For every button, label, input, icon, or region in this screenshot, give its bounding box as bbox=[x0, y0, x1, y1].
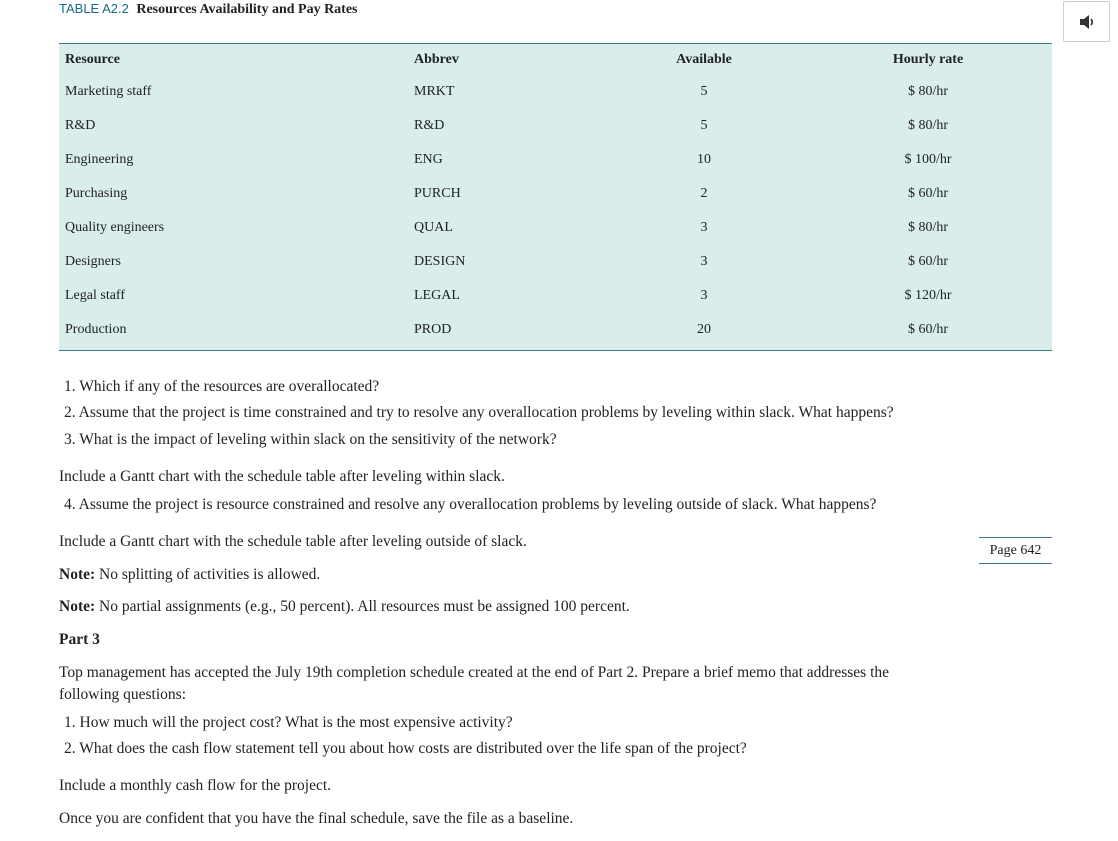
cell-abbrev: QUAL bbox=[414, 220, 453, 235]
speaker-icon bbox=[1078, 14, 1096, 30]
table-header-row bbox=[59, 44, 1052, 75]
note-label: Note: bbox=[59, 566, 96, 583]
cell-abbrev: PURCH bbox=[414, 186, 461, 201]
note-text: No partial assignments (e.g., 50 percent). All resources must be assigned 100 percent. bbox=[95, 598, 630, 615]
table-caption bbox=[59, 1, 358, 18]
cell-hourly-rate: $ 100/hr bbox=[904, 152, 952, 167]
cell-hourly-rate: $ 60/hr bbox=[907, 186, 949, 201]
header-available: Available bbox=[676, 51, 732, 67]
cell-available: 3 bbox=[700, 254, 708, 269]
cell-hourly-rate: $ 80/hr bbox=[907, 84, 949, 99]
question-1: 1. Which if any of the resources are overallocated? bbox=[64, 378, 380, 395]
table-row bbox=[59, 211, 1052, 245]
note-splitting bbox=[59, 566, 320, 584]
cash-flow-instruction: Include a monthly cash flow for the project. bbox=[59, 777, 332, 794]
note-label: Note: bbox=[59, 598, 96, 615]
cell-available: 2 bbox=[700, 186, 708, 201]
baseline-instruction: Once you are confident that you have the final schedule, save the file as a baseline. bbox=[59, 810, 574, 827]
note-partial-assignments bbox=[59, 598, 630, 616]
cell-abbrev: R&D bbox=[414, 118, 445, 133]
table-title: Resources Availability and Pay Rates bbox=[136, 2, 358, 17]
cell-resource: Designers bbox=[65, 254, 121, 269]
cell-resource: Marketing staff bbox=[65, 84, 152, 99]
cell-available: 5 bbox=[700, 118, 708, 133]
cell-hourly-rate: $ 80/hr bbox=[907, 220, 949, 235]
cell-available: 5 bbox=[700, 84, 708, 99]
cell-available: 20 bbox=[697, 322, 711, 337]
cell-hourly-rate: $ 80/hr bbox=[907, 118, 949, 133]
table-row bbox=[59, 143, 1052, 177]
cell-hourly-rate: $ 60/hr bbox=[907, 322, 949, 337]
cell-hourly-rate: $ 120/hr bbox=[904, 288, 952, 303]
question-3: 3. What is the impact of leveling within slack on the sensitivity of the network? bbox=[64, 431, 557, 448]
audio-button[interactable] bbox=[1063, 1, 1110, 42]
question-4: 4. Assume the project is resource constrained and resolve any overallocation problems by leveling outside of slack. What happens? bbox=[64, 496, 877, 513]
table-row bbox=[59, 177, 1052, 211]
memo-paragraph-line-2: following questions: bbox=[59, 686, 187, 703]
note-text: No splitting of activities is allowed. bbox=[95, 566, 321, 583]
cell-available: 3 bbox=[700, 220, 708, 235]
header-resource: Resource bbox=[65, 51, 120, 67]
cell-resource: Quality engineers bbox=[65, 220, 165, 235]
cell-abbrev: PROD bbox=[414, 322, 452, 337]
cell-abbrev: ENG bbox=[414, 152, 443, 167]
cell-available: 3 bbox=[700, 288, 708, 303]
cell-hourly-rate: $ 60/hr bbox=[907, 254, 949, 269]
header-abbrev: Abbrev bbox=[414, 51, 459, 67]
table-number: TABLE A2.2 bbox=[59, 1, 129, 16]
page-number: Page 642 bbox=[979, 537, 1052, 564]
cell-abbrev: MRKT bbox=[414, 84, 455, 99]
gantt-outside-instruction: Include a Gantt chart with the schedule table after leveling outside of slack. bbox=[59, 533, 527, 550]
cell-resource: R&D bbox=[65, 118, 96, 133]
cell-resource: Legal staff bbox=[65, 288, 125, 303]
table-row bbox=[59, 279, 1052, 313]
header-hourly-rate: Hourly rate bbox=[892, 51, 964, 67]
cell-abbrev: DESIGN bbox=[414, 254, 466, 269]
table-row bbox=[59, 109, 1052, 143]
cell-resource: Purchasing bbox=[65, 186, 128, 201]
cell-resource: Engineering bbox=[65, 152, 134, 167]
part-3-heading: Part 3 bbox=[59, 631, 100, 648]
memo-paragraph-line-1: Top management has accepted the July 19th completion schedule created at the end of Part 2. Prepare a brief memo that addresses the bbox=[59, 664, 890, 681]
table-row bbox=[59, 313, 1052, 347]
cell-resource: Production bbox=[65, 322, 127, 337]
table-row bbox=[59, 245, 1052, 279]
cell-available: 10 bbox=[697, 152, 711, 167]
part3-question-2: 2. What does the cash flow statement tell you about how costs are distributed over the life span of the project? bbox=[64, 740, 747, 757]
part3-question-1: 1. How much will the project cost? What is the most expensive activity? bbox=[64, 714, 513, 731]
question-2: 2. Assume that the project is time constrained and try to resolve any overallocation problems by leveling within slack. What happens? bbox=[64, 404, 894, 421]
resources-table bbox=[59, 43, 1052, 351]
table-row bbox=[59, 75, 1052, 109]
gantt-within-instruction: Include a Gantt chart with the schedule table after leveling within slack. bbox=[59, 468, 505, 485]
cell-abbrev: LEGAL bbox=[414, 288, 460, 303]
